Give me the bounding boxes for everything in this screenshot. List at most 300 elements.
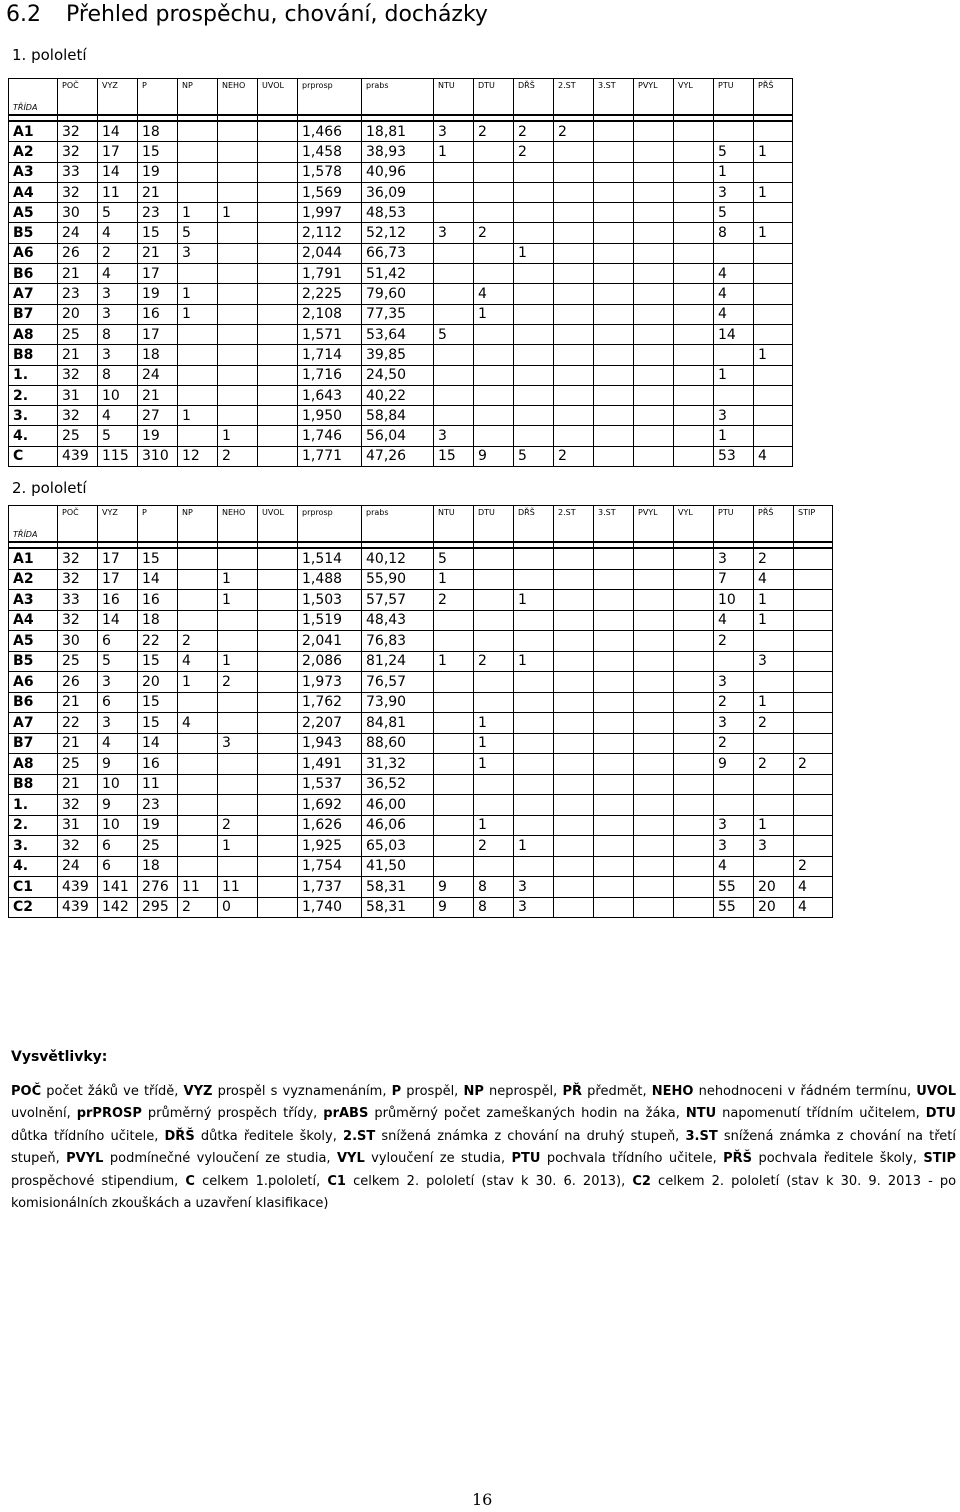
table-cell: [514, 264, 554, 284]
table-cell: [674, 182, 714, 202]
table-cell: [554, 672, 594, 693]
table-cell: [514, 856, 554, 877]
table-row: [9, 304, 793, 324]
table-cell: [178, 324, 218, 344]
legend-title: Vysvětlivky:: [11, 1049, 108, 1065]
table-cell: 15: [434, 446, 474, 466]
table-cell: 25: [138, 836, 178, 857]
table-row: [9, 672, 833, 693]
legend-term: C1: [327, 1173, 346, 1189]
legend-term: DTU: [925, 1106, 956, 1122]
table-cell: [258, 365, 298, 385]
table-cell: 48,53: [362, 203, 434, 223]
table-cell: [554, 713, 594, 734]
table-cell: 1: [754, 142, 793, 162]
class-label: 4.: [9, 426, 58, 446]
table-cell: [178, 733, 218, 754]
column-header: TŘÍDA: [9, 506, 58, 543]
table-cell: 4: [714, 610, 754, 631]
table-cell: 3: [714, 548, 754, 569]
section-heading: [6, 2, 488, 27]
table-cell: 4: [794, 877, 833, 898]
column-header: NEHO: [218, 79, 258, 116]
legend-description: nehodnoceni v řádném termínu,: [698, 1084, 912, 1099]
table-cell: 5: [98, 651, 138, 672]
table-row: [9, 836, 833, 857]
table-cell: [554, 856, 594, 877]
table-cell: [714, 243, 754, 263]
legend-description: pochvala ředitele školy,: [758, 1151, 917, 1167]
table-cell: 16: [138, 304, 178, 324]
class-label: A2: [9, 569, 58, 590]
table-cell: [258, 264, 298, 284]
table-cell: 3: [714, 713, 754, 734]
table-cell: 1,740: [298, 897, 362, 918]
table-cell: 11: [98, 182, 138, 202]
table-cell: [474, 345, 514, 365]
column-header: prabs: [362, 79, 434, 116]
table-cell: [514, 182, 554, 202]
table-cell: 1: [474, 754, 514, 775]
column-header: DTU: [474, 506, 514, 543]
table-cell: [594, 713, 634, 734]
table-cell: [258, 815, 298, 836]
table-cell: 1: [178, 284, 218, 304]
table-cell: 18: [138, 121, 178, 142]
table-cell: [258, 406, 298, 426]
table-cell: [634, 548, 674, 569]
table-cell: 9: [98, 795, 138, 816]
table-cell: 1,791: [298, 264, 362, 284]
table-cell: [594, 426, 634, 446]
table-cell: [218, 856, 258, 877]
table-cell: [634, 365, 674, 385]
table-cell: 2,041: [298, 631, 362, 652]
table-cell: 3: [434, 223, 474, 243]
table-cell: [178, 385, 218, 405]
table-cell: 2,112: [298, 223, 362, 243]
table-cell: [754, 121, 793, 142]
table-cell: 36,09: [362, 182, 434, 202]
table-cell: [754, 406, 793, 426]
column-header: 3.ST: [594, 79, 634, 116]
table-cell: 15: [138, 692, 178, 713]
table-cell: 1,737: [298, 877, 362, 898]
column-header: POČ: [58, 79, 98, 116]
table-cell: [514, 426, 554, 446]
table-cell: 1: [218, 590, 258, 611]
table-cell: [754, 304, 793, 324]
column-header: P: [138, 79, 178, 116]
table-cell: [634, 877, 674, 898]
table-cell: 7: [714, 569, 754, 590]
table-cell: 2: [754, 548, 794, 569]
table-cell: [674, 345, 714, 365]
table-cell: 1: [218, 651, 258, 672]
table-cell: [514, 754, 554, 775]
table-cell: [674, 713, 714, 734]
section-title: Přehled prospěchu, chování, docházky: [66, 2, 488, 27]
column-header: NEHO: [218, 506, 258, 543]
table-cell: [434, 672, 474, 693]
table-cell: 1: [754, 590, 794, 611]
table-cell: [594, 590, 634, 611]
table-cell: 31: [58, 815, 98, 836]
table-cell: [258, 203, 298, 223]
table-cell: [474, 264, 514, 284]
table-cell: 142: [98, 897, 138, 918]
table-cell: 2: [98, 243, 138, 263]
table-cell: 8: [98, 324, 138, 344]
table-cell: 115: [98, 446, 138, 466]
table-cell: 17: [138, 324, 178, 344]
table-cell: [218, 692, 258, 713]
table-cell: 17: [98, 548, 138, 569]
table-cell: [634, 142, 674, 162]
table-cell: [554, 692, 594, 713]
table-cell: 16: [98, 590, 138, 611]
table-row: [9, 385, 793, 405]
table-cell: 25: [58, 426, 98, 446]
table-cell: 10: [98, 385, 138, 405]
table-cell: 1,466: [298, 121, 362, 142]
table-cell: [258, 774, 298, 795]
legend-description: napomenutí třídním učitelem,: [722, 1106, 920, 1122]
table-cell: [634, 754, 674, 775]
table-row: [9, 142, 793, 162]
table-cell: [474, 162, 514, 182]
table-cell: [178, 548, 218, 569]
table-cell: [634, 304, 674, 324]
table-cell: 38,93: [362, 142, 434, 162]
table-cell: 5: [98, 203, 138, 223]
table-cell: 2: [218, 446, 258, 466]
table-cell: [258, 446, 298, 466]
table-cell: 439: [58, 446, 98, 466]
table-cell: [794, 692, 833, 713]
table-cell: [474, 569, 514, 590]
class-label: A3: [9, 162, 58, 182]
legend-term: prABS: [323, 1106, 369, 1122]
table-cell: [674, 243, 714, 263]
table-cell: [178, 610, 218, 631]
table-cell: 1,762: [298, 692, 362, 713]
table-cell: [554, 162, 594, 182]
table-cell: 33: [58, 590, 98, 611]
table-cell: 1,925: [298, 836, 362, 857]
table-cell: [754, 856, 794, 877]
table-cell: [634, 203, 674, 223]
class-label: B7: [9, 733, 58, 754]
table-cell: [594, 774, 634, 795]
table-cell: [258, 162, 298, 182]
table-cell: 58,31: [362, 877, 434, 898]
table-cell: [634, 631, 674, 652]
table-cell: 25: [58, 754, 98, 775]
class-label: 1.: [9, 795, 58, 816]
column-header: prprosp: [298, 79, 362, 116]
table-cell: 81,24: [362, 651, 434, 672]
table-cell: [754, 733, 794, 754]
table-cell: 26: [58, 243, 98, 263]
table-cell: [794, 651, 833, 672]
table-cell: [634, 264, 674, 284]
table-cell: [794, 672, 833, 693]
legend-term: STIP: [923, 1151, 957, 1167]
table-cell: [634, 385, 674, 405]
semester2-title: 2. pololetí: [12, 479, 87, 497]
table-cell: 40,12: [362, 548, 434, 569]
table-cell: 8: [474, 897, 514, 918]
table-cell: [178, 692, 218, 713]
table-cell: 27: [138, 406, 178, 426]
table-cell: 1: [474, 733, 514, 754]
table-cell: [514, 324, 554, 344]
table-cell: [674, 651, 714, 672]
table-cell: 3: [714, 182, 754, 202]
table-cell: [258, 754, 298, 775]
table-cell: [594, 121, 634, 142]
table-cell: 2: [554, 121, 594, 142]
table-cell: [674, 142, 714, 162]
table-cell: 15: [138, 223, 178, 243]
table-cell: [594, 284, 634, 304]
table-cell: 6: [98, 692, 138, 713]
table-cell: 10: [714, 590, 754, 611]
table-cell: 31,32: [362, 754, 434, 775]
table-cell: [218, 182, 258, 202]
table-cell: 57,57: [362, 590, 434, 611]
table-cell: 55: [714, 897, 754, 918]
table-cell: 1: [218, 426, 258, 446]
table-cell: 14: [98, 162, 138, 182]
table-cell: 20: [754, 897, 794, 918]
legend-description: předmět,: [587, 1084, 647, 1099]
table-cell: [634, 836, 674, 857]
column-header: prprosp: [298, 506, 362, 543]
table-cell: 4: [98, 733, 138, 754]
table-cell: [514, 672, 554, 693]
table-cell: [554, 897, 594, 918]
table-cell: [554, 365, 594, 385]
table-cell: [474, 631, 514, 652]
table-cell: 15: [138, 548, 178, 569]
table-cell: 1,714: [298, 345, 362, 365]
table-row: [9, 795, 833, 816]
table-cell: 6: [98, 836, 138, 857]
table-cell: [634, 610, 674, 631]
table-cell: 1,950: [298, 406, 362, 426]
table-cell: 4: [754, 569, 794, 590]
table-cell: 40,96: [362, 162, 434, 182]
table-cell: [594, 223, 634, 243]
table-cell: [594, 203, 634, 223]
table-cell: 439: [58, 877, 98, 898]
table-cell: 2: [754, 713, 794, 734]
table-cell: [258, 223, 298, 243]
table-cell: 1: [218, 836, 258, 857]
table-cell: 3: [754, 651, 794, 672]
table-cell: [674, 223, 714, 243]
table-cell: 32: [58, 365, 98, 385]
class-label: A7: [9, 713, 58, 734]
legend-description: celkem 2. pololetí (stav k 30. 6. 2013),: [353, 1173, 626, 1189]
table-cell: 19: [138, 815, 178, 836]
table-cell: [434, 406, 474, 426]
column-header: NP: [178, 79, 218, 116]
table-cell: [554, 324, 594, 344]
table-row: [9, 631, 833, 652]
table-row: [9, 856, 833, 877]
table-cell: [554, 142, 594, 162]
table-cell: [434, 754, 474, 775]
column-header: POČ: [58, 506, 98, 543]
table-cell: [554, 345, 594, 365]
table-cell: 1: [514, 651, 554, 672]
table-cell: 1: [178, 304, 218, 324]
table-cell: [594, 304, 634, 324]
table-cell: [594, 631, 634, 652]
table-cell: [514, 284, 554, 304]
table-cell: 1,569: [298, 182, 362, 202]
table-cell: [218, 754, 258, 775]
table-cell: [594, 877, 634, 898]
table-cell: 18,81: [362, 121, 434, 142]
table-cell: [634, 446, 674, 466]
table-cell: 20: [58, 304, 98, 324]
table-cell: 1,754: [298, 856, 362, 877]
table-cell: [474, 426, 514, 446]
table-row: [9, 203, 793, 223]
table-cell: 439: [58, 897, 98, 918]
table-cell: [474, 774, 514, 795]
table-cell: 4: [98, 264, 138, 284]
column-header: PŘŠ: [754, 506, 794, 543]
table-cell: [258, 713, 298, 734]
table-cell: [634, 243, 674, 263]
table-cell: 31: [58, 385, 98, 405]
table-cell: [594, 182, 634, 202]
table-cell: 6: [98, 856, 138, 877]
table-cell: [514, 345, 554, 365]
table-cell: 2: [474, 651, 514, 672]
table-cell: 32: [58, 610, 98, 631]
table-cell: 24,50: [362, 365, 434, 385]
table-cell: 2,044: [298, 243, 362, 263]
table-cell: 1,571: [298, 324, 362, 344]
class-label: A1: [9, 548, 58, 569]
table-cell: 3: [98, 345, 138, 365]
table-cell: [674, 284, 714, 304]
table-cell: 310: [138, 446, 178, 466]
table-cell: [434, 631, 474, 652]
table-cell: 1: [714, 162, 754, 182]
table-cell: [674, 426, 714, 446]
table-row: [9, 365, 793, 385]
table-cell: 1: [218, 569, 258, 590]
table-cell: [674, 203, 714, 223]
table-cell: [794, 733, 833, 754]
table-cell: 5: [178, 223, 218, 243]
table-cell: 11: [138, 774, 178, 795]
table-cell: [794, 815, 833, 836]
table-cell: [258, 182, 298, 202]
table-cell: [794, 774, 833, 795]
table-cell: [218, 365, 258, 385]
table-cell: 11: [178, 877, 218, 898]
table-cell: 58,84: [362, 406, 434, 426]
legend-term: P: [391, 1084, 402, 1099]
table-row: [9, 610, 833, 631]
table-cell: 3: [714, 672, 754, 693]
table-cell: 1,514: [298, 548, 362, 569]
table-cell: [258, 304, 298, 324]
table-cell: 2: [474, 836, 514, 857]
table-cell: 1,973: [298, 672, 362, 693]
table-row: [9, 426, 793, 446]
table-cell: 11: [218, 877, 258, 898]
legend-description: uvolnění,: [11, 1106, 71, 1122]
table-cell: 5: [434, 324, 474, 344]
table-cell: [514, 304, 554, 324]
table-row: [9, 774, 833, 795]
class-label: 2.: [9, 385, 58, 405]
table-cell: 36,52: [362, 774, 434, 795]
table-cell: [714, 385, 754, 405]
table-cell: [594, 406, 634, 426]
table-cell: [674, 569, 714, 590]
table-cell: [258, 672, 298, 693]
table-cell: [634, 733, 674, 754]
table-cell: 1: [178, 203, 218, 223]
table-cell: [514, 548, 554, 569]
legend-text: [11, 1081, 956, 1215]
table-cell: 4: [714, 304, 754, 324]
table-row: [9, 897, 833, 918]
table-cell: [754, 385, 793, 405]
table-cell: [218, 243, 258, 263]
column-header: 2.ST: [554, 506, 594, 543]
column-header: STIP: [794, 506, 833, 543]
legend-description: snížená známka z chování na třetí stupeň,: [11, 1128, 956, 1167]
legend-term: NP: [463, 1084, 484, 1099]
table-cell: 12: [178, 446, 218, 466]
table-cell: [218, 324, 258, 344]
table-cell: 1,578: [298, 162, 362, 182]
table-cell: [634, 692, 674, 713]
legend-description: neprospěl,: [489, 1084, 558, 1099]
legend-term: DŘŠ: [164, 1128, 195, 1144]
table-cell: 14: [714, 324, 754, 344]
table-cell: [634, 121, 674, 142]
column-header: DŘŠ: [514, 506, 554, 543]
class-label: C1: [9, 877, 58, 898]
table-cell: [754, 365, 793, 385]
table-cell: 2: [474, 121, 514, 142]
table-cell: 2,108: [298, 304, 362, 324]
table-cell: [434, 385, 474, 405]
legend-term: NEHO: [651, 1084, 694, 1099]
table-cell: 19: [138, 426, 178, 446]
table-cell: 15: [138, 651, 178, 672]
class-label: B7: [9, 304, 58, 324]
table-cell: 1: [178, 672, 218, 693]
table-cell: [554, 385, 594, 405]
table-cell: [674, 324, 714, 344]
table-cell: 4: [178, 713, 218, 734]
table-cell: 23: [138, 203, 178, 223]
table-row: [9, 548, 833, 569]
